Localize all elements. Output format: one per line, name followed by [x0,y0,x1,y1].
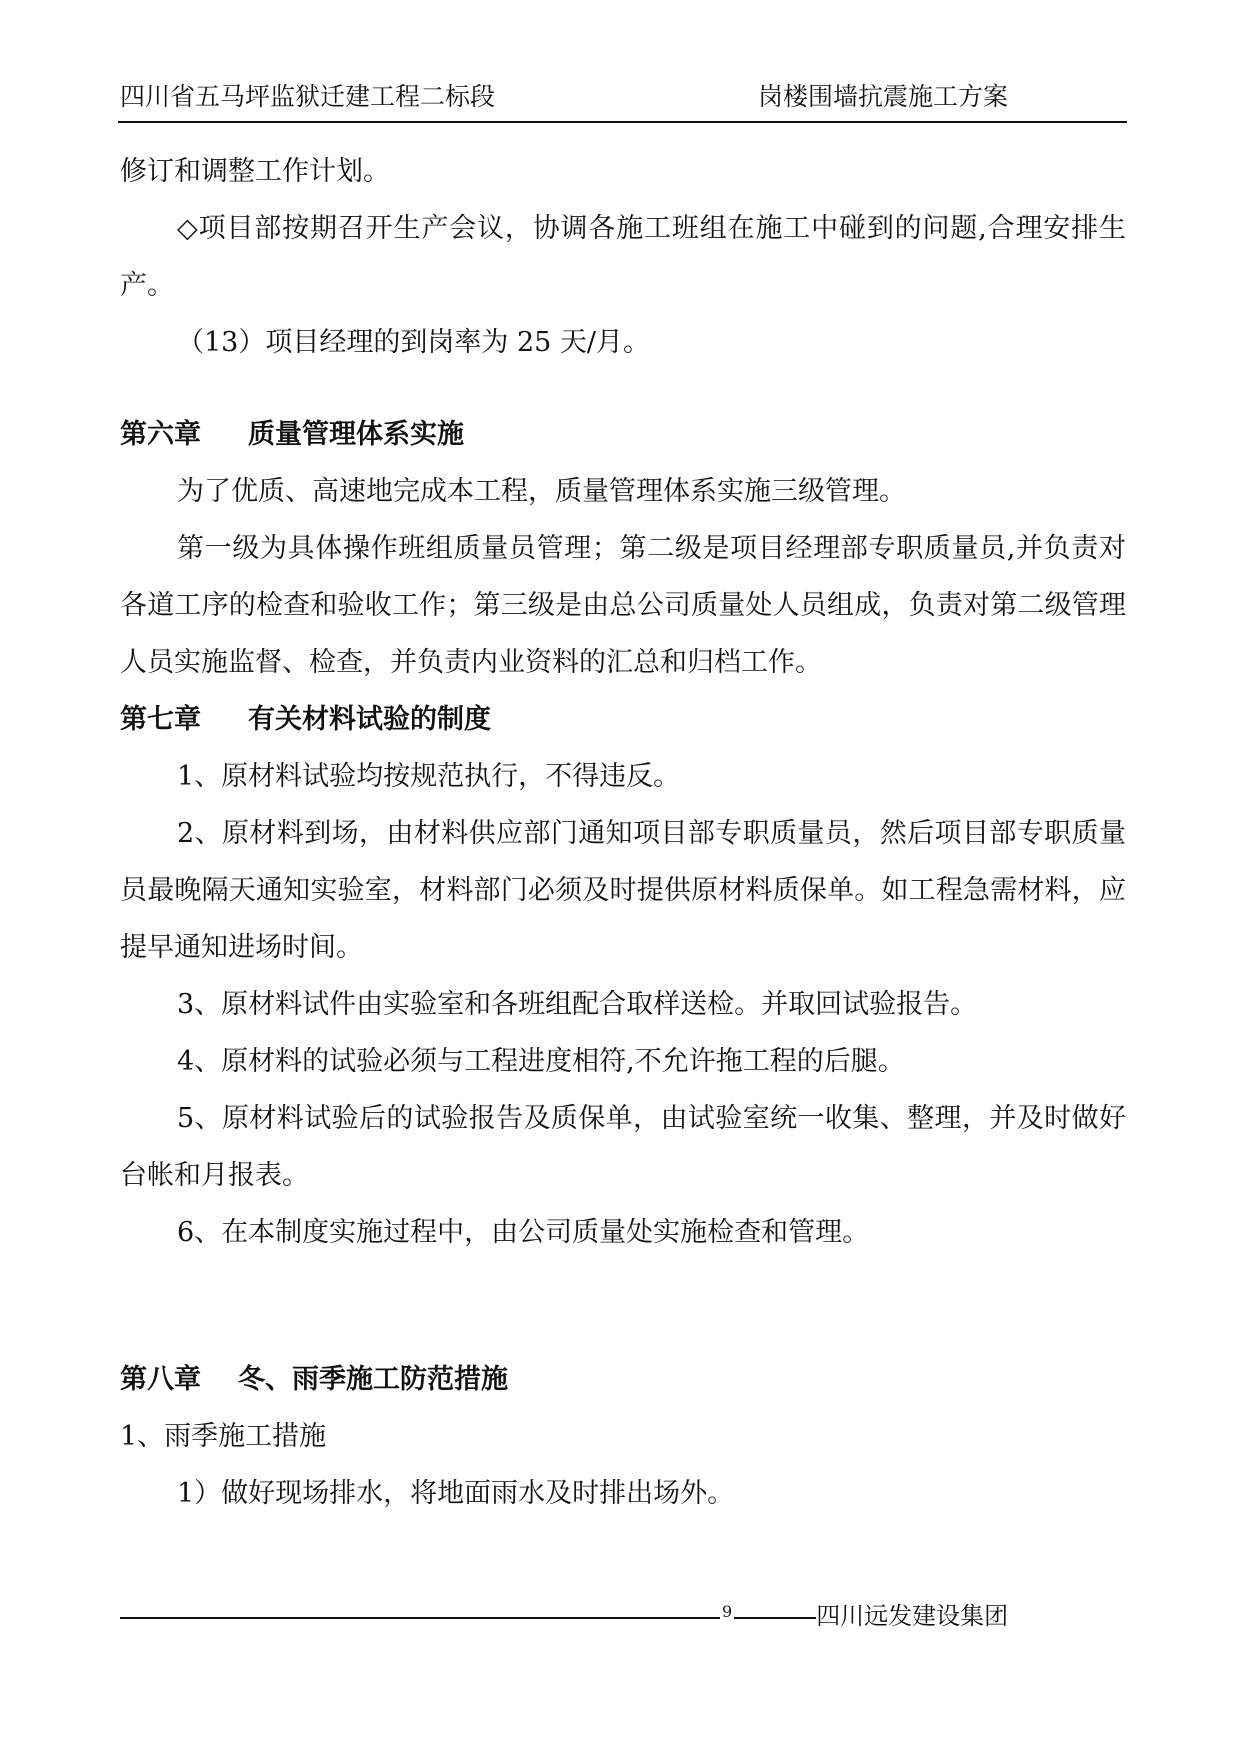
header-rule [118,121,1127,123]
footer-company: 四川远发建设集团 [816,1602,1009,1630]
chapter-6-paragraph: 第一级为具体操作班组质量员管理；第二级是项目经理部专职质量员,并负责对各道工序的检查和验收工作；第三级是由总公司质量处人员组成，负责对第二级管理人员实施监督、检查，并负责内业资料的汇总和归档工作。 [120,533,1126,678]
chapter-6-paragraph: 为了优质、高速地完成本工程，质量管理体系实施三级管理。 [177,476,906,507]
chapter-8-number: 第八章 [120,1364,201,1395]
chapter-7-item: 6、在本制度实施过程中，由公司质量处实施检查和管理。 [177,1217,870,1248]
chapter-7-number: 第七章 [120,704,201,735]
footer-rule-left [120,1617,720,1619]
chapter-6-title: 质量管理体系实施 [248,419,464,450]
chapter-7-item: 1、原材料试验均按规范执行，不得违反。 [177,761,681,792]
chapter-8-heading [120,1351,1126,1408]
chapter-7-heading [120,691,1126,748]
chapter-7-item: 3、原材料试件由实验室和各班组配合取样送检。并取回试验报告。 [177,989,978,1020]
chapter-7-item: 5、原材料试验后的试验报告及质保单，由试验室统一收集、整理，并及时做好台帐和月报表。 [120,1103,1126,1191]
paragraph-continued: 修订和调整工作计划。 [120,156,390,187]
chapter-7-item: 4、原材料的试验必须与工程进度相符,不允许拖工程的后腿。 [177,1046,905,1077]
header-project-name: 四川省五马坪监狱迁建工程二标段 [120,82,496,111]
chapter-6-heading [120,406,1126,463]
page-footer [120,1601,1008,1631]
paragraph-meeting: ◇项目部按期召开生产会议，协调各施工班组在施工中碰到的问题,合理安排生产。 [120,213,1126,301]
spacer [120,1261,1126,1351]
chapter-6-number: 第六章 [120,419,201,450]
header-document-title: 岗楼围墙抗震施工方案 [758,82,1009,111]
page-number: 9 [722,1602,733,1621]
chapter-8-title: 冬、雨季施工防范措施 [238,1364,508,1395]
spacer [120,371,1126,406]
chapter-7-title: 有关材料试验的制度 [248,704,491,735]
chapter-7-item: 2、原材料到场，由材料供应部门通知项目部专职质量员，然后项目部专职质量员最晚隔天通知实验室，材料部门必须及时提供原材料质保单。如工程急需材料，应提早通知进场时间。 [120,818,1126,963]
chapter-8-item: 1）做好现场排水，将地面雨水及时排出场外。 [177,1478,735,1509]
document-body [120,143,1126,1522]
paragraph-attendance: （13）项目经理的到岗率为 25 天/月。 [177,327,650,358]
footer-rule-right [734,1617,816,1619]
chapter-8-section: 1、雨季施工措施 [120,1421,327,1452]
